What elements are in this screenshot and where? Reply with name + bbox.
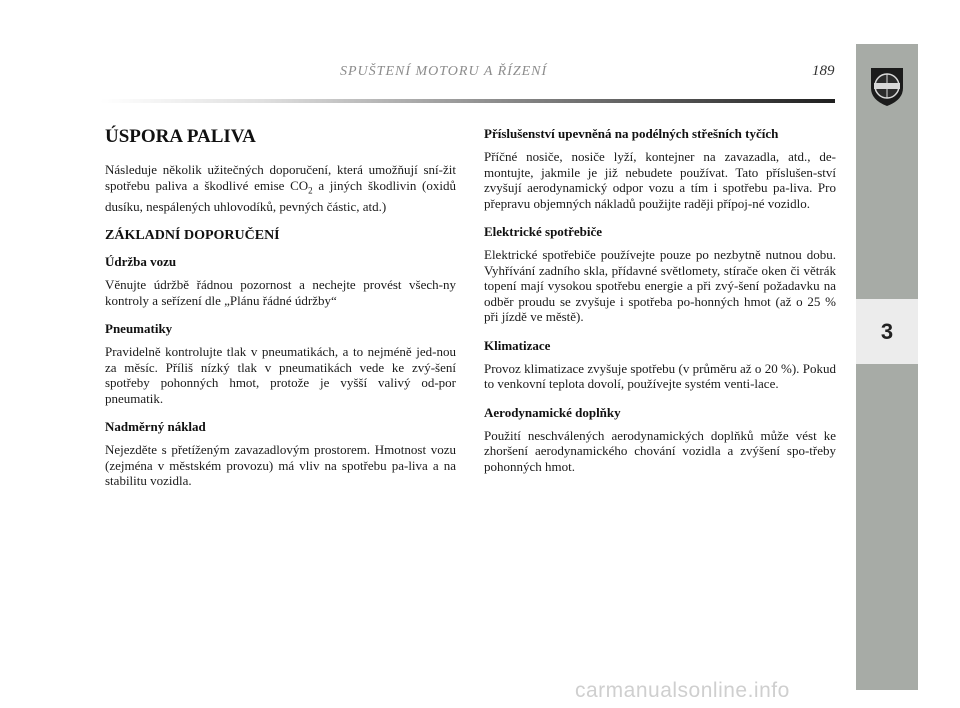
tip-text: Provoz klimatizace zvyšuje spotřebu (v průměru až o 20 %). Pokud to venkovní teplota dovolí, používejte systém venti-lace. xyxy=(484,360,836,391)
tip-heading: Nadměrný náklad xyxy=(105,419,206,435)
tip-heading: Pneumatiky xyxy=(105,321,173,337)
tip-heading: Elektrické spotřebiče xyxy=(484,224,603,239)
section-title: ÚSPORA PALIVA xyxy=(105,126,256,147)
tip-roof-accessories xyxy=(484,126,836,211)
tip-text: Pravidelně kontrolujte tlak v pneumatikách, a to nejméně jed-nou za měsíc. Příliš nízký tlak v pneumatikách vede ke zvý-šení spotřeby pohonných hmot, protože je vyšší valivý od-por pneumatik. xyxy=(105,344,456,406)
page-number: 189 xyxy=(812,63,835,79)
tip-excess-load xyxy=(105,419,456,489)
tip-maintenance xyxy=(105,254,456,308)
tip-heading: Klimatizace xyxy=(484,337,551,353)
lancia-logo-icon xyxy=(867,64,907,108)
running-header: SPUŠTENÍ MOTORU A ŘÍZENÍ xyxy=(340,64,548,79)
subsection-title: ZÁKLADNÍ DOPORUČENÍ xyxy=(105,228,280,244)
tip-air-conditioning xyxy=(484,338,836,392)
chapter-tab[interactable] xyxy=(856,299,918,364)
tip-tyres xyxy=(105,321,456,406)
intro-paragraph: Následuje několik užitečných doporučení, která umožňují sní-žit spotřebu paliva a škodlivé emise $CO_2$ a jiných škodlivin (oxidů dusíku, nespálených uhlovodíků, pevných částic, atd.) xyxy=(105,162,456,214)
tip-heading: Aerodynamické doplňky xyxy=(484,404,621,420)
tip-text: Nejezděte s přetíženým zavazadlovým prostorem. Hmotnost vozu (zejména v městském provozu) má vliv na spotřebu pa-liva a na stabilitu vozidla. xyxy=(105,442,456,489)
right-column xyxy=(484,116,836,487)
tip-text: Elektrické spotřebiče používejte pouze po nezbytně nutnou dobu. Vyhřívání zadního skla, přídavné světlomety, stírače oken či větrák topení mají vysokou spotřebu energie a při zvý-šení požadavku na odběr proudu se zvyšuje i spotřeba po-honných hmot (až o 25 % při jízdě ve městě). xyxy=(484,247,836,324)
tip-text: Použití neschválených aerodynamických doplňků může vést ke zhoršení aerodynamického chování vozidla a zvýšení spo-třeby pohonných hmot. xyxy=(484,427,836,474)
tip-heading: Údržba vozu xyxy=(105,254,177,270)
tip-heading: Příslušenství upevněná na podélných střešních tyčích xyxy=(484,126,779,141)
tip-electrical-devices xyxy=(484,224,836,325)
tip-text: Příčné nosiče, nosiče lyží, kontejner na zavazadla, atd., de-montujte, jakmile je již nebudete používat. Tato příslušen-ství zvyšují aerodynamický odpor vozu a tím i spotřebu pa-liva. Pro přepravu objemných nákladů použijte raději přípoj-né vozidlo. xyxy=(484,149,836,211)
header-divider xyxy=(100,99,835,103)
tip-text: Věnujte údržbě řádnou pozornost a nechejte provést všech-ny kontroly a seřízení dle „Plánu řádné údržby“ xyxy=(105,277,456,308)
tip-aerodynamic-accessories xyxy=(484,405,836,475)
left-column xyxy=(105,116,456,502)
watermark: carmanualsonline.info xyxy=(575,679,790,702)
chapter-sidebar xyxy=(856,44,918,690)
chapter-number: 3 xyxy=(880,318,894,344)
